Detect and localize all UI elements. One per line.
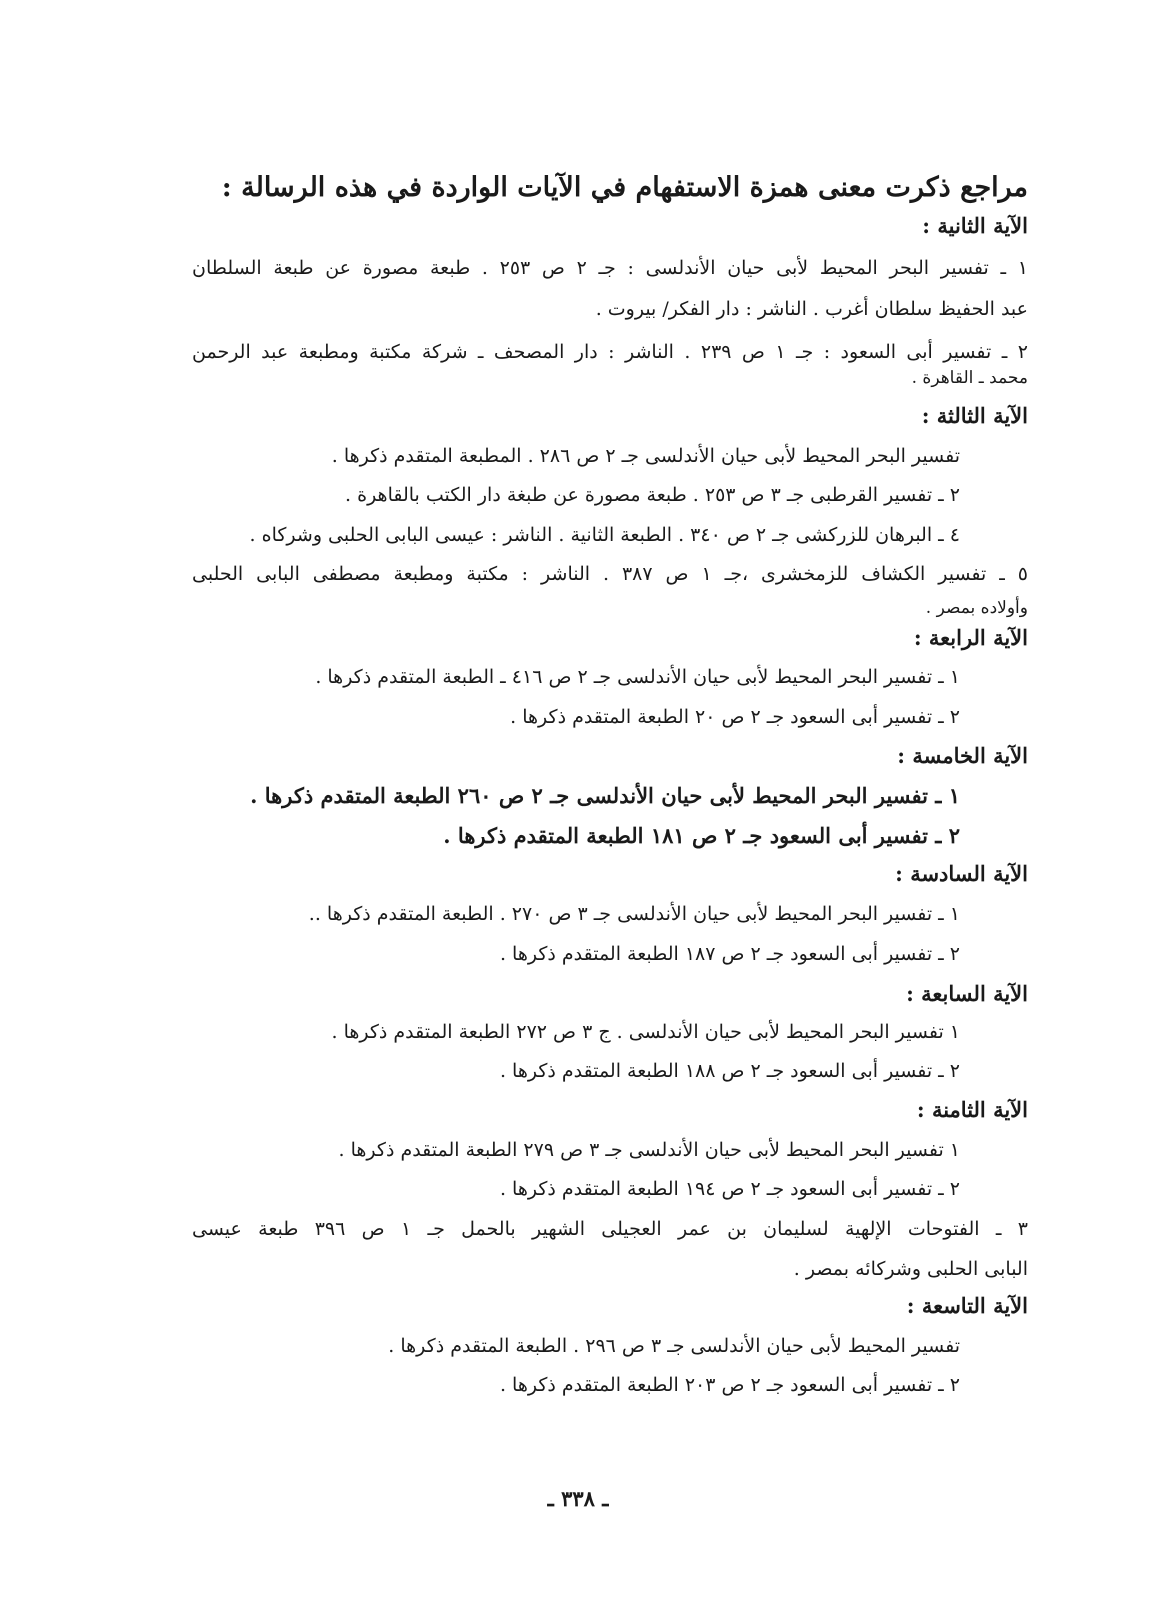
section-heading: الآية الثالثة : [921, 403, 1028, 428]
section-heading: الآية الرابعة : [913, 625, 1028, 650]
reference-entry: ٢ ـ تفسير أبى السعود : جـ ١ ص ٢٣٩ . الناشر : دار المصحف ـ شركة مكتبة ومطبعة عبد الرحمن [192, 341, 1028, 363]
section-heading: الآية السادسة : [895, 861, 1028, 886]
section-heading: الآية الثامنة : [916, 1097, 1028, 1122]
section-heading: الآية السابعة : [906, 981, 1028, 1006]
section-heading: الآية الخامسة : [897, 743, 1028, 768]
reference-entry: ٢ ـ تفسير أبى السعود جـ ٢ ص ٢٠٣ الطبعة المتقدم ذكرها . [499, 1374, 960, 1396]
section-heading: الآية التاسعة : [906, 1293, 1028, 1318]
reference-entry: ٢ ـ تفسير القرطبى جـ ٣ ص ٢٥٣ . طبعة مصورة عن طبغة دار الكتب بالقاهرة . [345, 484, 960, 506]
page-number: ـ ٣٣٨ ـ [547, 1486, 609, 1511]
reference-entry: ٤ ـ البرهان للزركشى جـ ٢ ص ٣٤٠ . الطبعة الثانية . الناشر : عيسى البابى الحلبى وشركاه . [249, 524, 960, 546]
reference-entry: ١ ـ تفسير البحر المحيط لأبى حيان الأندلسى جـ ٢ ص ٢٦٠ الطبعة المتقدم ذكرها . [250, 783, 960, 808]
section-heading: الآية الثانية : [922, 213, 1028, 238]
reference-entry: ١ تفسير البحر المحيط لأبى حيان الأندلسى جـ ٣ ص ٢٧٩ الطبعة المتقدم ذكرها . [338, 1139, 960, 1161]
reference-entry: تفسير المحيط لأبى حيان الأندلسى جـ ٣ ص ٢٩٦ . الطبعة المتقدم ذكرها . [388, 1335, 960, 1357]
reference-entry: ٢ ـ تفسير أبى السعود جـ ٢ ص ١٨١ الطبعة المتقدم ذكرها . [443, 823, 960, 848]
reference-entry: ١ تفسير البحر المحيط لأبى حيان الأندلسى . ج ٣ ص ٢٧٢ الطبعة المتقدم ذكرها . [331, 1021, 960, 1043]
reference-entry: ٢ ـ تفسير أبى السعود جـ ٢ ص ٢٠ الطبعة المتقدم ذكرها . [510, 706, 960, 728]
reference-entry: عبد الحفيظ سلطان أغرب . الناشر : دار الفكر/ بيروت . [595, 298, 1028, 320]
reference-entry: محمد ـ القاهرة . [911, 368, 1028, 388]
reference-entry: وأولاده بمصر . [925, 598, 1028, 618]
reference-entry: ١ ـ تفسير البحر المحيط لأبى حيان الأندلسى : جـ ٢ ص ٢٥٣ . طبعة مصورة عن طبعة السلطان [192, 257, 1028, 279]
reference-entry: ٢ ـ تفسير أبى السعود جـ ٢ ص ١٨٨ الطبعة المتقدم ذكرها . [499, 1060, 960, 1082]
reference-entry: ٥ ـ تفسير الكشاف للزمخشرى ،جـ ١ ص ٣٨٧ . الناشر : مكتبة ومطبعة مصطفى البابى الحلبى [192, 563, 1028, 585]
page-title: مراجع ذكرت معنى همزة الاستفهام في الآيات الواردة في هذه الرسالة : [221, 172, 1028, 203]
reference-entry: ١ ـ تفسير البحر المحيط لأبى حيان الأندلسى جـ ٢ ص ٤١٦ ـ الطبعة المتقدم ذكرها . [315, 666, 960, 688]
reference-entry: تفسير البحر المحيط لأبى حيان الأندلسى جـ ٢ ص ٢٨٦ . المطبعة المتقدم ذكرها . [331, 445, 960, 467]
reference-entry: البابى الحلبى وشركائه بمصر . [793, 1258, 1028, 1280]
reference-entry: ٢ ـ تفسير أبى السعود جـ ٢ ص ١٩٤ الطبعة المتقدم ذكرها . [499, 1178, 960, 1200]
reference-entry: ١ ـ تفسير البحر المحيط لأبى حيان الأندلسى جـ ٣ ص ٢٧٠ . الطبعة المتقدم ذكرها .. [308, 903, 960, 925]
reference-entry: ٣ ـ الفتوحات الإلهية لسليمان بن عمر العجيلى الشهير بالحمل جـ ١ ص ٣٩٦ طبعة عيسى [192, 1218, 1028, 1240]
reference-entry: ٢ ـ تفسير أبى السعود جـ ٢ ص ١٨٧ الطبعة المتقدم ذكرها . [499, 943, 960, 965]
